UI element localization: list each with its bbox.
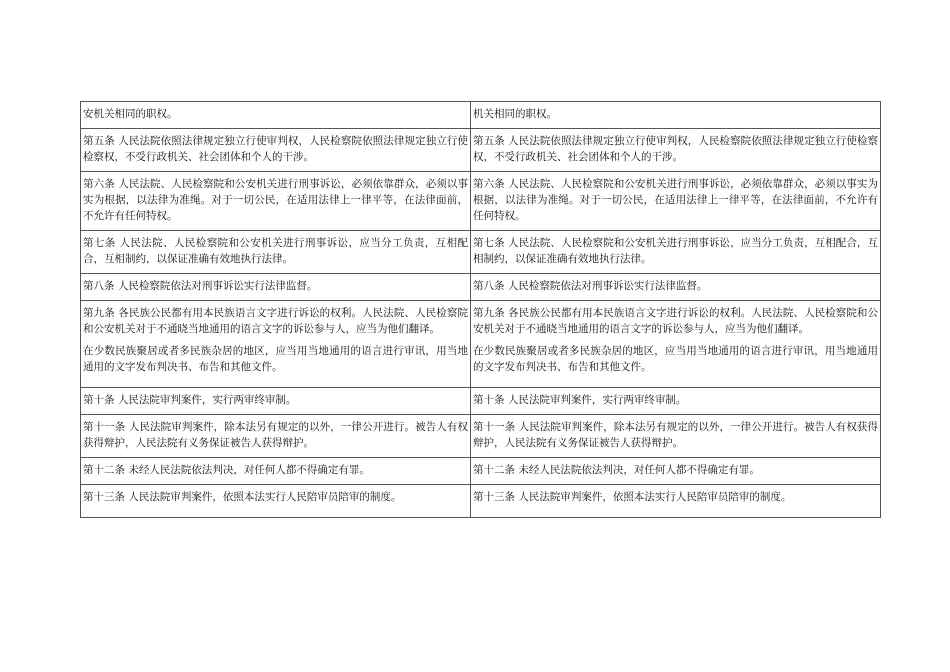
table-row	[81, 231, 881, 274]
left-cell	[81, 102, 471, 129]
table-row	[81, 301, 881, 388]
left-cell	[81, 129, 471, 172]
right-cell	[471, 485, 881, 518]
right-cell	[471, 102, 881, 129]
article-text: 第九条 各民族公民都有用本民族语言文字进行诉讼的权利。人民法院、人民检察院和公安机关对于不通晓当地通用的语言文字的诉讼参与人，应当为他们翻译。	[83, 307, 468, 335]
right-cell	[471, 274, 881, 301]
article-text: 安机关相同的职权。	[83, 108, 178, 120]
right-cell	[471, 415, 881, 458]
left-cell	[81, 458, 471, 485]
article-text: 第八条 人民检察院依法对刑事诉讼实行法律监督。	[473, 280, 708, 292]
article-text: 第十一条 人民法院审判案件，除本法另有规定的以外，一律公开进行。被告人有权获得辩护，人民法院有义务保证被告人获得辩护。	[473, 421, 878, 449]
table-row	[81, 485, 881, 518]
left-cell	[81, 274, 471, 301]
article-text: 第十三条 人民法院审判案件，依照本法实行人民陪审员陪审的制度。	[473, 491, 792, 503]
article-text: 在少数民族聚居或者多民族杂居的地区，应当用当地通用的语言进行审讯，用当地通用的文字发布判决书、布告和其他文件。	[83, 345, 468, 373]
right-cell	[471, 388, 881, 415]
table-row	[81, 274, 881, 301]
right-cell	[471, 129, 881, 172]
article-text: 第五条 人民法院依照法律规定独立行使审判权，人民检察院依照法律规定独立行使检察权，不受行政机关、社会团体和个人的干涉。	[473, 135, 878, 163]
right-cell	[471, 458, 881, 485]
article-text: 第五条 人民法院依照法律规定独立行使审判权，人民检察院依照法律规定独立行使检察权，不受行政机关、社会团体和个人的干涉。	[83, 135, 468, 163]
article-text: 第十二条 未经人民法院依法判决，对任何人都不得确定有罪。	[83, 464, 370, 476]
article-text: 第九条 各民族公民都有用本民族语言文字进行诉讼的权利。人民法院、人民检察院和公安机关对于不通晓当地通用的语言文字的诉讼参与人，应当为他们翻译。	[473, 307, 878, 335]
article-text: 在少数民族聚居或者多民族杂居的地区，应当用当地通用的语言进行审讯，用当地通用的文字发布判决书、布告和其他文件。	[473, 345, 878, 373]
right-cell	[471, 231, 881, 274]
comparison-table	[80, 101, 881, 518]
article-text: 第十三条 人民法院审判案件，依照本法实行人民陪审员陪审的制度。	[83, 491, 402, 503]
table-row	[81, 129, 881, 172]
left-cell	[81, 485, 471, 518]
article-text: 第十二条 未经人民法院依法判决，对任何人都不得确定有罪。	[473, 464, 760, 476]
table-row	[81, 172, 881, 231]
left-cell	[81, 388, 471, 415]
table-row	[81, 388, 881, 415]
article-text: 第八条 人民检察院依法对刑事诉讼实行法律监督。	[83, 280, 318, 292]
article-text: 机关相同的职权。	[473, 108, 557, 120]
left-cell	[81, 231, 471, 274]
article-text: 第七条 人民法院、人民检察院和公安机关进行刑事诉讼，应当分工负责，互相配合，互相制约，以保证准确有效地执行法律。	[83, 237, 468, 265]
article-text: 第十条 人民法院审判案件，实行两审终审制。	[83, 394, 297, 406]
table-row	[81, 458, 881, 485]
right-cell	[471, 172, 881, 231]
left-cell	[81, 301, 471, 388]
table-row	[81, 102, 881, 129]
article-text: 第六条 人民法院、人民检察院和公安机关进行刑事诉讼，必须依靠群众，必须以事实为根据，以法律为准绳。对于一切公民，在适用法律上一律平等，在法律面前，不允许有任何特权。	[473, 178, 878, 222]
article-text: 第十一条 人民法院审判案件，除本法另有规定的以外，一律公开进行。被告人有权获得辩护，人民法院有义务保证被告人获得辩护。	[83, 421, 468, 449]
article-text: 第六条 人民法院、人民检察院和公安机关进行刑事诉讼，必须依靠群众，必须以事实为根据，以法律为准绳。对于一切公民，在适用法律上一律平等，在法律面前，不允许有任何特权。	[83, 178, 468, 222]
article-text: 第七条 人民法院、人民检察院和公安机关进行刑事诉讼，应当分工负责，互相配合，互相制约，以保证准确有效地执行法律。	[473, 237, 878, 265]
left-cell	[81, 415, 471, 458]
left-cell	[81, 172, 471, 231]
article-text: 第十条 人民法院审判案件，实行两审终审制。	[473, 394, 687, 406]
right-cell	[471, 301, 881, 388]
table-row	[81, 415, 881, 458]
